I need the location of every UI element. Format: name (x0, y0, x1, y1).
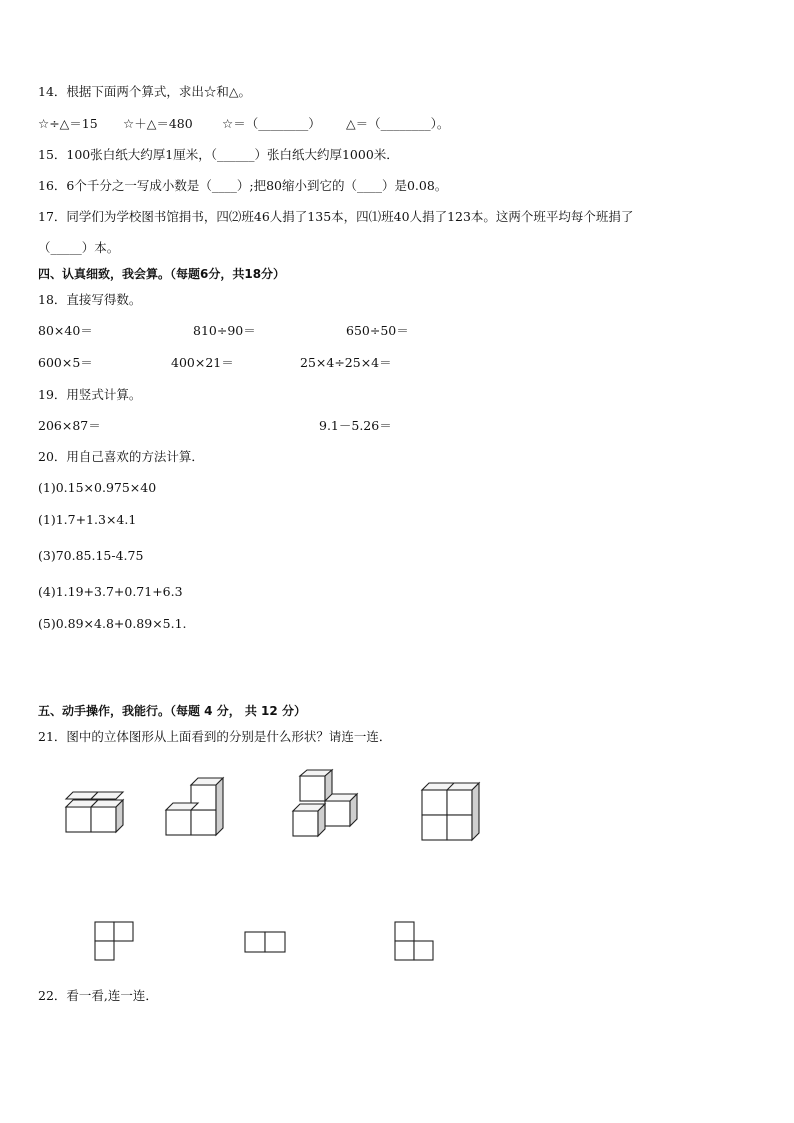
section-4-title: 四、认真细致，我会算。（每题6分，共18分） (38, 267, 286, 281)
q20-item-5: (5)0.89×4.8+0.89×5.1. (38, 616, 187, 631)
q17-prompt-line1: 17．同学们为学校图书馆捐书，四⑵班46人捐了135本，四⑴班40人捐了123本。这两个班平均每个班捐了 (38, 209, 634, 224)
solid-figure-1 (60, 788, 130, 838)
q21-prompt: 21．图中的立体图形从上面看到的分别是什么形状？请连一连． (38, 729, 392, 744)
q18-item-2: 810÷90＝ (193, 323, 256, 338)
q20-prompt: 20．用自己喜欢的方法计算． (38, 449, 204, 464)
q17-prompt-line2: （_____）本。 (38, 240, 120, 255)
q18-item-3: 650÷50＝ (346, 323, 409, 338)
section-5-title: 五、动手操作，我能行。（每题 4 分， 共 12 分） (38, 704, 306, 718)
q19-prompt: 19．用竖式计算。 (38, 387, 142, 402)
q14-answer-triangle: △＝（________）。 (346, 116, 450, 131)
q15-prompt: 15．100张白纸大约厚1厘米，（______）张白纸大约厚1000米． (38, 147, 399, 162)
q20-item-4: (4)1.19+3.7+0.71+6.3 (38, 584, 183, 599)
q16-prompt: 16．6个千分之一写成小数是（____）;把80缩小到它的（____）是0.08。 (38, 178, 448, 193)
q19-item-2: 9.1－5.26＝ (319, 418, 392, 433)
q14-equation-1: ☆÷△＝15 (38, 116, 98, 131)
top-view-shape-3 (393, 920, 437, 964)
q14-equation-2: ☆＋△＝480 (123, 116, 193, 131)
q19-item-1: 206×87＝ (38, 418, 101, 433)
q18-prompt: 18．直接写得数。 (38, 292, 142, 307)
q14-prompt: 14．根据下面两个算式，求出☆和△。 (38, 84, 252, 99)
q18-item-4: 600×5＝ (38, 355, 93, 370)
top-view-shape-2 (243, 930, 287, 954)
solid-figure-4 (418, 780, 488, 846)
q20-item-2: (1)1.7+1.3×4.1 (38, 512, 137, 527)
q20-item-3: (3)70.85.15-4.75 (38, 548, 144, 563)
q22-prompt: 22．看一看,连一连． (38, 988, 158, 1003)
top-view-shape-1 (93, 920, 137, 964)
q18-item-1: 80×40＝ (38, 323, 93, 338)
q20-item-1: (1)0.15×0.975×40 (38, 480, 157, 495)
solid-figure-3 (288, 768, 368, 840)
q14-answer-star: ☆＝（________） (222, 116, 321, 131)
q18-item-6: 25×4÷25×4＝ (300, 355, 392, 370)
solid-figure-2 (162, 776, 232, 841)
q18-item-5: 400×21＝ (171, 355, 234, 370)
